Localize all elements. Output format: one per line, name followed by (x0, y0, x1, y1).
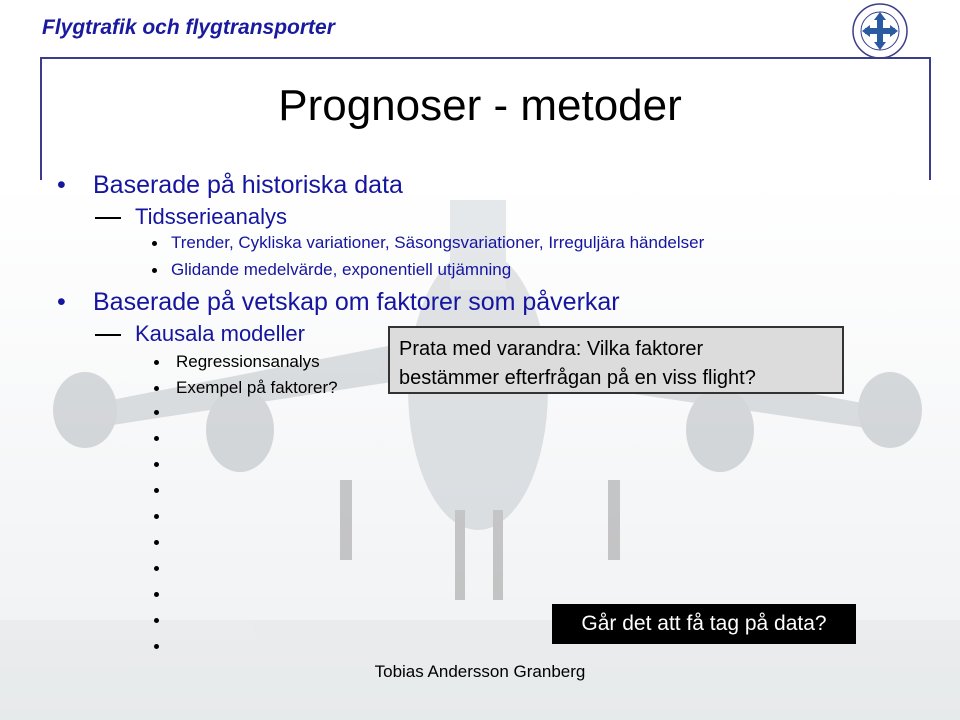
sub-bullet-causal-models (135, 321, 305, 347)
empty-bullet-marker (154, 592, 159, 597)
sub-item-example-factors (176, 377, 338, 399)
empty-bullet-marker (154, 514, 159, 519)
sub-bullet-text: Tidsserieanalys (135, 204, 288, 229)
dot-marker (154, 360, 159, 365)
empty-bullet-marker (154, 540, 159, 545)
footer-author: Tobias Andersson Granberg (374, 662, 586, 681)
header-title: Flygtrafik och flygtransporter (42, 16, 335, 39)
bullet-marker: • (57, 288, 66, 316)
empty-bullet-marker (154, 410, 159, 415)
dot-marker (152, 241, 157, 246)
bullet-historical-data (57, 170, 403, 200)
bullet-text: Baserade på vetskap om faktorer som påverkar (93, 288, 620, 316)
dash-marker (95, 334, 121, 336)
empty-bullet-marker (154, 618, 159, 623)
empty-bullet-marker (154, 436, 159, 441)
sub-item-trends (171, 232, 704, 254)
bullet-marker: • (57, 171, 66, 199)
bullet-factor-knowledge (57, 287, 620, 317)
empty-bullet-marker (154, 462, 159, 467)
university-seal-icon (850, 2, 910, 60)
empty-bullet-marker (154, 644, 159, 649)
callout-line: Prata med varandra: Vilka faktorer (399, 338, 704, 360)
sub-item-text: Trender, Cykliska variationer, Säsongsvariationer, Irreguljära händelser (171, 233, 705, 252)
dash-marker (95, 217, 121, 219)
sub-item-text: Regressionsanalys (176, 352, 320, 371)
sub-bullet-text: Kausala modeller (135, 321, 305, 346)
sub-item-regression (176, 351, 320, 373)
empty-bullet-marker (154, 488, 159, 493)
dot-marker (154, 386, 159, 391)
frame-top-line (40, 57, 930, 59)
dot-marker (152, 268, 157, 273)
sub-item-text: Glidande medelvärde, exponentiell utjämning (171, 260, 512, 279)
sub-bullet-time-series (135, 204, 287, 230)
sub-item-moving-average (171, 259, 511, 281)
discussion-callout (388, 326, 844, 394)
bullet-text: Baserade på historiska data (93, 171, 403, 199)
data-question-callout: Går det att få tag på data? (552, 604, 856, 644)
sub-item-text: Exempel på faktorer? (176, 378, 338, 397)
callout-line: bestämmer efterfrågan på en viss flight? (399, 367, 756, 389)
empty-bullet-marker (154, 566, 159, 571)
slide-title: Prognoser - metoder (278, 81, 682, 130)
